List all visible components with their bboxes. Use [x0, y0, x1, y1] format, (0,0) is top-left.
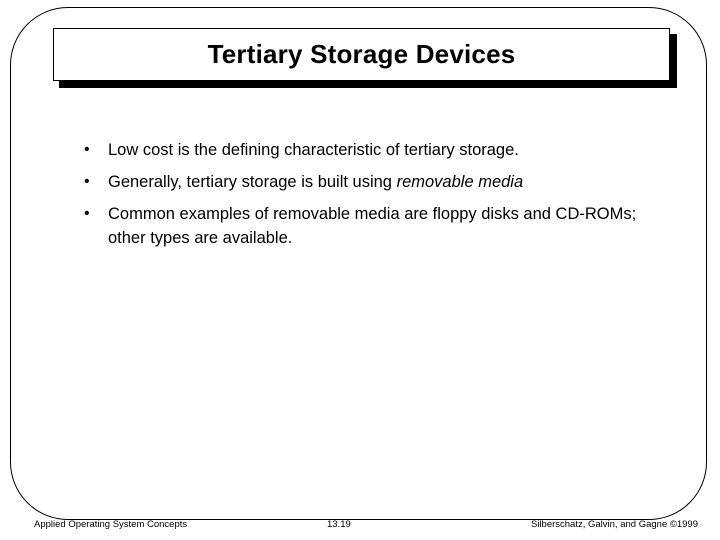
bullet-dot-icon: • [84, 205, 90, 222]
slide-title: Tertiary Storage Devices [207, 39, 516, 69]
bullet-item [84, 170, 664, 194]
bullet-list [84, 138, 664, 258]
bullet-dot-icon: • [84, 173, 90, 190]
bullet-text: Low cost is the defining characteristic of tertiary storage. [108, 141, 519, 159]
bullet-item [84, 138, 664, 162]
bullet-item [84, 202, 664, 250]
bullet-emphasis: removable media [396, 173, 524, 191]
footer-book-title: Applied Operating System Concepts [34, 519, 188, 530]
footer-page-number: 13.19 [327, 519, 351, 530]
footer-copyright: Silberschatz, Galvin, and Gagne ©1999 [530, 519, 698, 530]
title-box [53, 28, 670, 81]
bullet-dot-icon: • [84, 141, 90, 158]
bullet-text: Generally, tertiary storage is built using [108, 173, 397, 191]
bullet-text: Common examples of removable media are floppy disks and CD-ROMs; other types are available. [108, 205, 637, 247]
